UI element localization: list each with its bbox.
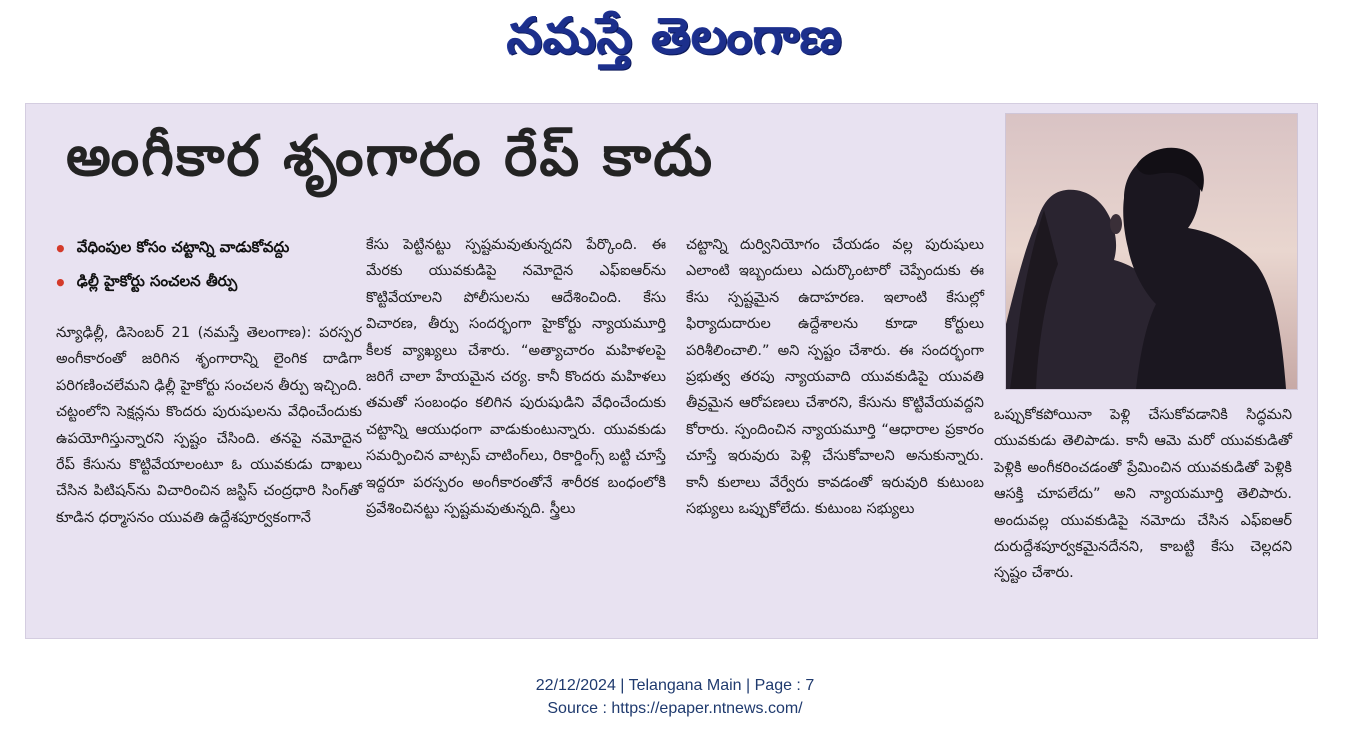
article-column-1 [56,320,362,531]
highlight-text: ఢిల్లీ హైకోర్టు సంచలన తీర్పు [76,272,238,290]
column-text: న్యూఢిల్లీ, డిసెంబర్ 21 (నమస్తే తెలంగాణ): పరస్పర అంగీకారంతో జరిగిన శృంగారాన్ని లైంగిక దాడిగా పరిగణించలేమని ఢిల్లీ హైకోర్టు సంచలన తీర్పు ఇచ్చింది. చట్టంలోని సెక్షన్లను కొందరు పురుషులను వేధించేందుకు ఉపయోగిస్తున్నారని స్పష్టం చేసింది. తనపై నమోదైన రేప్ కేసును కొట్టివేయాలంటూ ఓ యువకుడు దాఖలు చేసిన పిటిషన్‌ను విచారించిన జస్టిస్ చంద్రధారి సింగ్‌తో కూడిన ధర్మాసనం యువతి ఉద్దేశపూర్వకంగానే [56,325,362,526]
article-column-2 [366,232,666,522]
column-text: చట్టాన్ని దుర్వినియోగం చేయడం వల్ల పురుషులు ఎలాంటి ఇబ్బందులు ఎదుర్కొంటారో చెప్పేందుకు ఈ కేసు స్పష్టమైన ఉదాహరణ. ఇలాంటి కేసుల్లో ఫిర్యాదుదారుల ఉద్దేశాలను కూడా కోర్టులు పరిశీలించాలి.” అని స్పష్టం చేశారు. ఈ సందర్భంగా ప్రభుత్వ తరపు న్యాయవాది యువకుడిపై యువతి తీవ్రమైన ఆరోపణలు చేశారని, కేసును కొట్టివేయవద్దని కోరారు. స్పందించిన న్యాయమూర్తి “ఆధారాల ప్రకారం చూస్తే ఇరువురు పెళ్లి చేసుకోవాలని అనుకున్నారు. కానీ కులాలు వేర్వేరు కావడంతో ఇరువురి కుటుంబ సభ్యులు ఒప్పుకోలేదు. కుటుంబ సభ్యులు [686,237,984,518]
page-footer [0,674,1350,720]
highlight-text: వేధింపుల కోసం చట్టాన్ని వాడుకోవద్దు [76,238,290,256]
article-headline: అంగీకార శృంగారం రేప్ కాదు [66,123,715,189]
article-column-4 [994,402,1292,587]
column-text: కేసు పెట్టినట్టు స్పష్టమవుతున్నదని పేర్కొంది. ఈ మేరకు యువకుడిపై నమోదైన ఎఫ్ఐఆర్‌ను కొట్టివేయాలని పోలీసులను ఆదేశించింది. కేసు విచారణ, తీర్పు సందర్భంగా హైకోర్టు న్యాయమూర్తి కీలక వ్యాఖ్యలు చేశారు. “అత్యాచారం మహిళలపై జరిగే చాలా హేయమైన చర్య. కానీ కొందరు మహిళలు తమతో సంబంధం కలిగిన పురుషుడిని వేధించేందుకు చట్టాన్ని ఆయుధంగా వాడుకుంటున్నారు. యువకుడు సమర్పించిన వాట్సప్ చాటింగ్‌లు, రికార్డింగ్స్ బట్టి చూస్తే ఇద్దరూ పరస్పరం అంగీకారంతోనే శారీరక బంధంలోకి ప్రవేశించినట్టు స్పష్టమవుతున్నది. స్త్రీలు [366,237,666,518]
footer-date-edition: 22/12/2024 | Telangana Main | Page : 7 [535,677,815,694]
article-photo [1005,113,1298,390]
highlight-item [54,232,364,266]
bullet-dot-icon: • [54,271,67,295]
column-text: ఒప్పుకోకపోయినా పెళ్లి చేసుకోవడానికి సిద్ధమని యువకుడు తెలిపాడు. కానీ ఆమె మరో యువకుడితో పెళ్లికి అంగీకరించడంతో ప్రేమించిన యువకుడితో పెళ్లికి ఆసక్తి చూపలేదు” అని న్యాయమూర్తి తెలిపారు. అందువల్ల యువకుడిపై నమోదు చేసిన ఎఫ్ఐఆర్ దురుద్దేశపూర్వకమైనదేనని, కాబట్టి కేసు చెల్లదని స్పష్టం చేశారు. [994,407,1292,582]
article-column-3 [686,232,984,522]
bullet-dot-icon: • [54,237,67,261]
newspaper-masthead: నమస్తే తెలంగాణ [507,6,843,65]
highlight-item [54,266,364,300]
article-highlights [54,232,364,300]
article-clipping [25,103,1318,639]
footer-source-link[interactable]: Source : https://epaper.ntnews.com/ [547,700,803,717]
